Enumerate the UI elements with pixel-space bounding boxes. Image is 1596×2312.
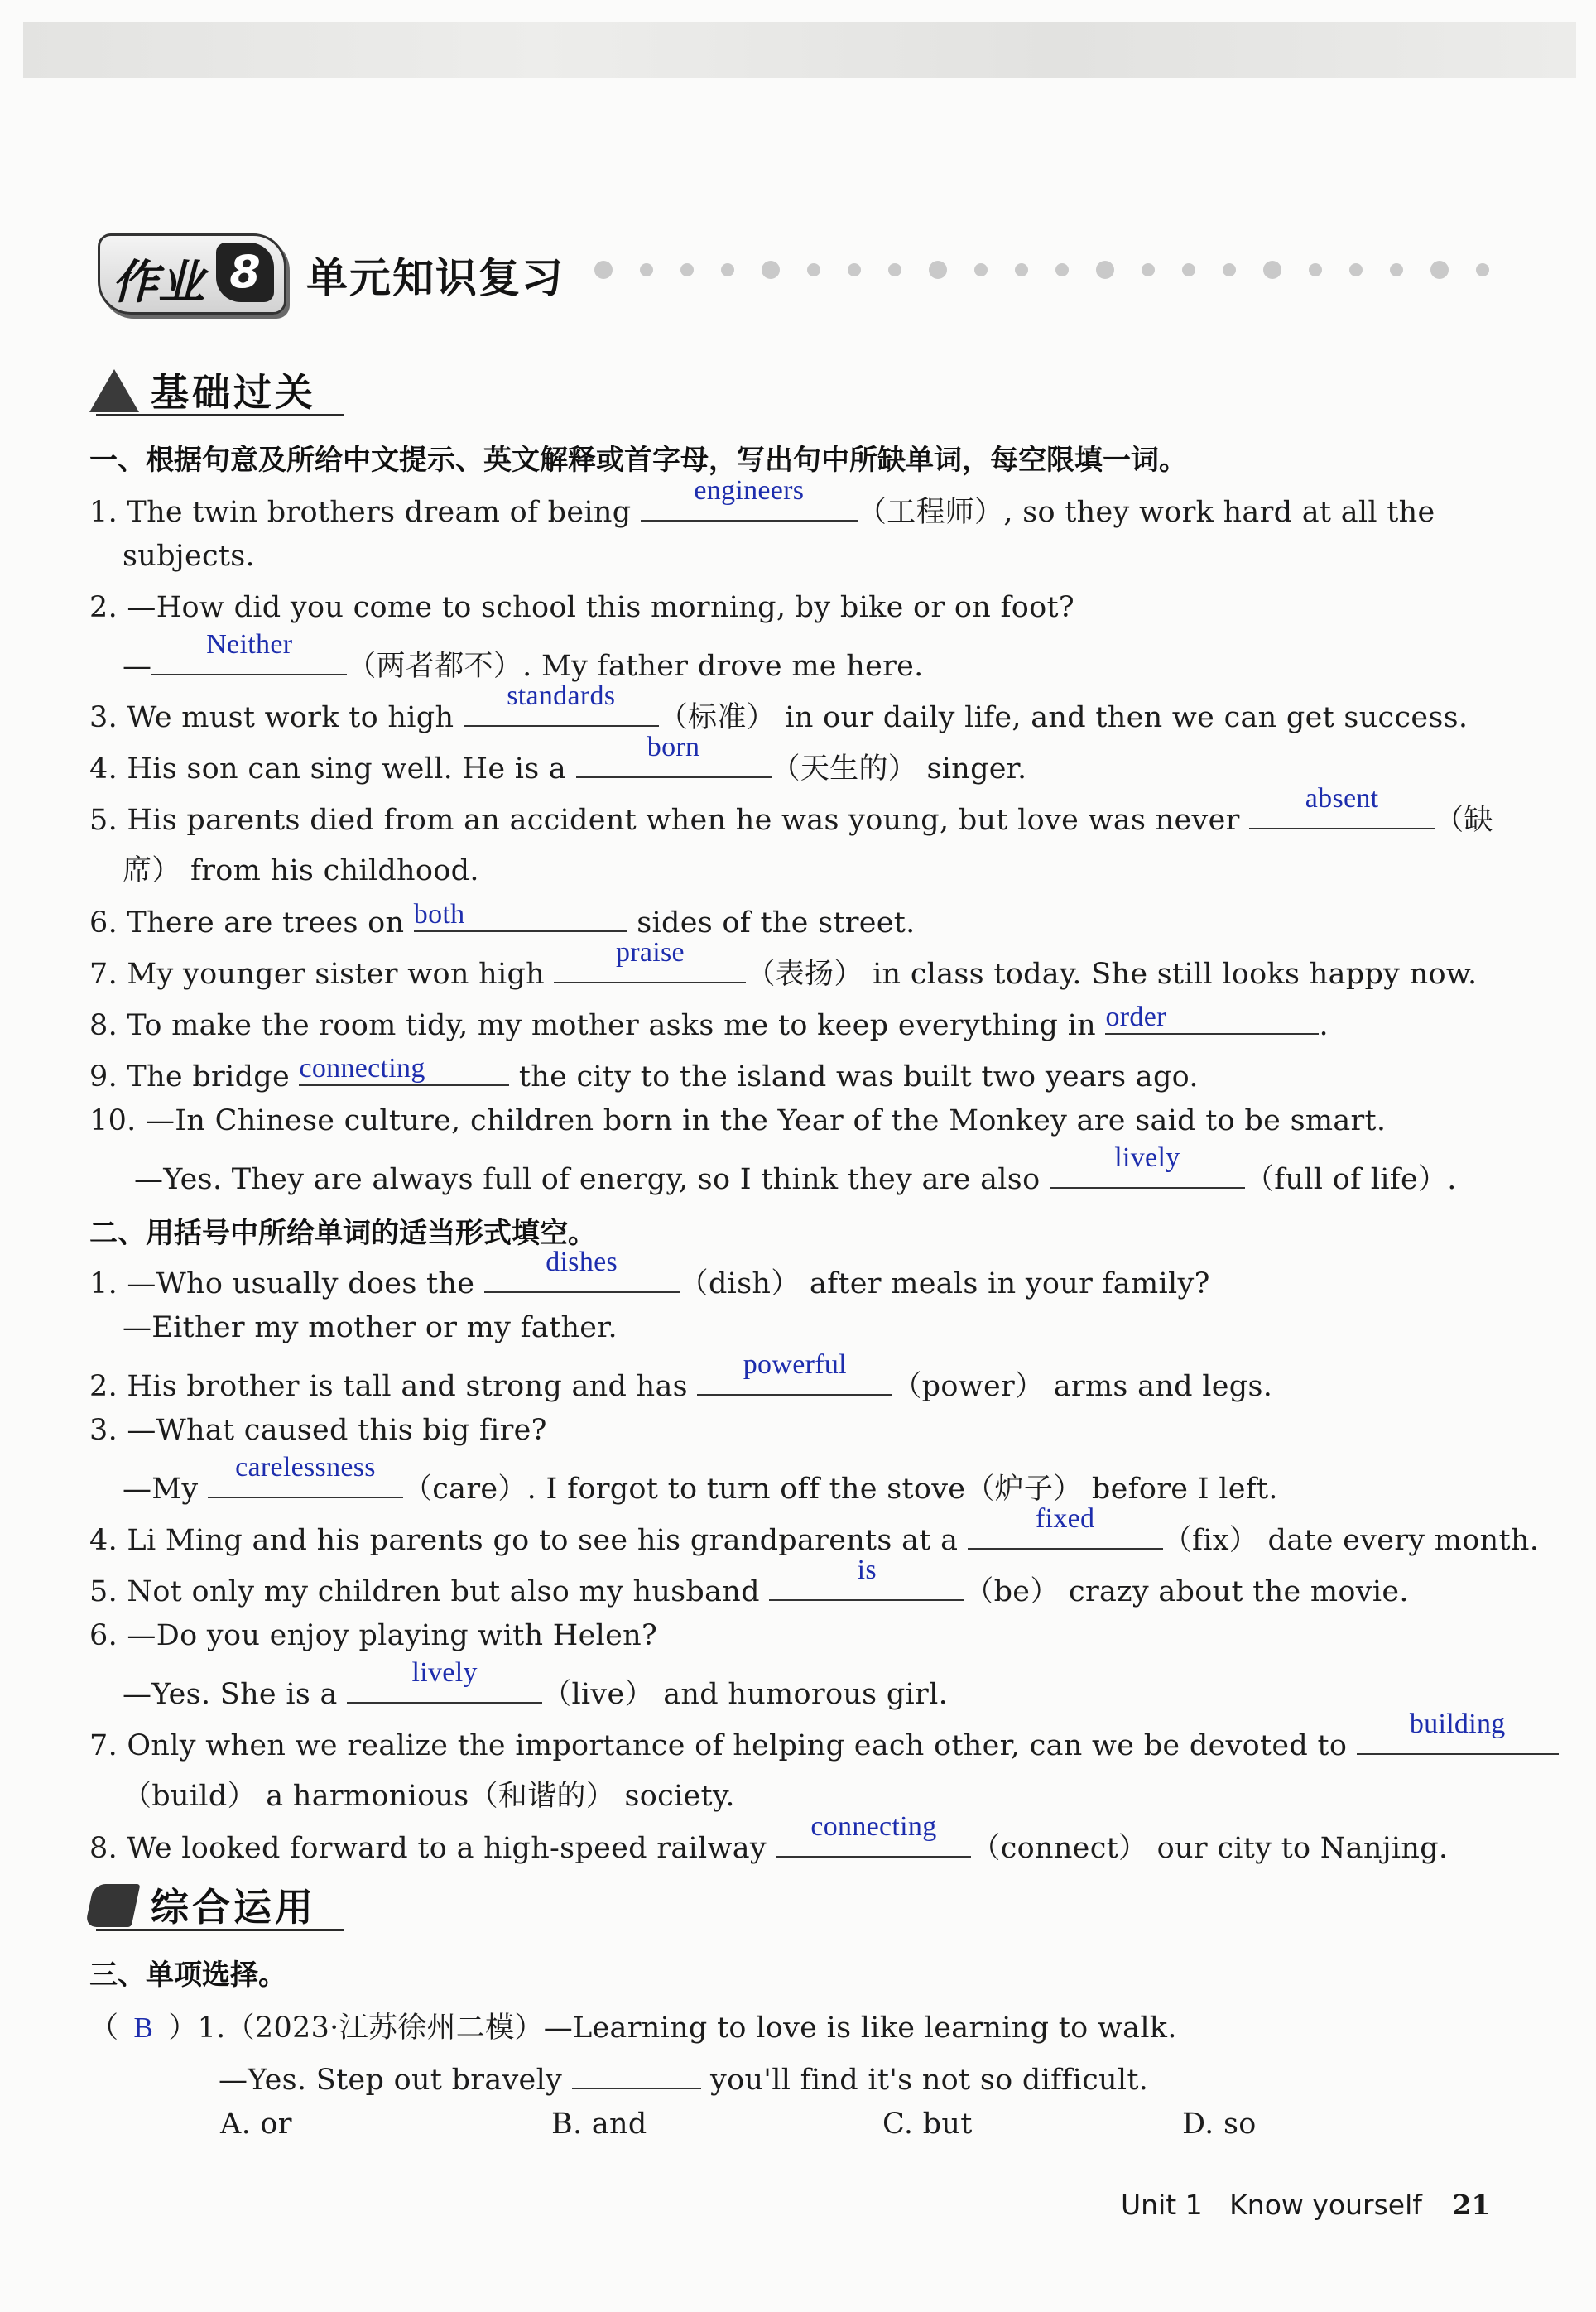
section-tab-icon xyxy=(84,1884,140,1927)
answer-blank[interactable]: absent xyxy=(1249,796,1435,829)
p1-q2: 2. —How did you come to school this morning, by bike or on foot? xyxy=(89,591,1074,624)
footer-topic: Know yourself xyxy=(1229,2189,1422,2221)
answer-blank[interactable]: engineers xyxy=(641,488,858,522)
part2-instruction: 二、用括号中所给单词的适当形式填空。 xyxy=(89,1217,596,1250)
option-a[interactable]: A. or xyxy=(220,2108,292,2141)
p2-q1-reply: —Either my mother or my father. xyxy=(123,1311,618,1344)
p3-q1-reply: —Yes. Step out bravely you'll find it's not so difficult. xyxy=(219,2056,1148,2097)
p1-q1-cont: subjects. xyxy=(123,540,255,573)
answer-blank[interactable]: lively xyxy=(347,1670,542,1704)
part3-instruction: 三、单项选择。 xyxy=(89,1959,286,1992)
mountain-icon xyxy=(89,369,139,412)
p1-q3: 3. We must work to high standards （标准） in our daily life, and then we can get success. xyxy=(89,680,1469,734)
answer-blank[interactable]: fixed xyxy=(968,1516,1163,1550)
page-title: 单元知识复习 xyxy=(306,254,565,302)
p2-q8: 8. We looked forward to a high-speed railway connecting （connect） our city to Nanjing. xyxy=(89,1811,1449,1865)
p2-q4: 4. Li Ming and his parents go to see his grandparents at a fixed （fix） date every month. xyxy=(89,1503,1540,1557)
page-number: 21 xyxy=(1452,2189,1491,2221)
p1-q2-reply: — Neither （两者都不）. My father drove me here. xyxy=(123,629,924,683)
p2-q7-cont: （build） a harmonious（和谐的） society. xyxy=(123,1780,735,1813)
section-comprehensive-label: 综合运用 xyxy=(151,1885,316,1930)
p2-q3-reply: —My carelessness （care）. I forgot to turn off the stove（炉子） before I left. xyxy=(123,1452,1278,1506)
answer-blank[interactable]: building xyxy=(1357,1722,1559,1755)
p1-q10-reply: —Yes. They are always full of energy, so I think they are also lively （full of life）. xyxy=(134,1142,1457,1196)
p2-q5: 5. Not only my children but also my husband is （be） crazy about the movie. xyxy=(89,1555,1409,1608)
p1-q8: 8. To make the room tidy, my mother asks me to keep everything in order . xyxy=(89,1002,1329,1042)
answer-blank[interactable]: connecting xyxy=(776,1824,971,1858)
p1-q10: 10. —In Chinese culture, children born in the Year of the Monkey are said to be smart. xyxy=(89,1104,1387,1137)
p1-q5-cont: 席） from his childhood. xyxy=(123,854,479,887)
footer-unit: Unit 1 xyxy=(1121,2189,1203,2221)
assignment-label: 作业 xyxy=(112,256,204,310)
answer-blank[interactable]: carelessness xyxy=(208,1465,403,1498)
page-footer xyxy=(1121,2189,1490,2221)
section-comprehensive xyxy=(89,1876,354,1934)
p2-q6: 6. —Do you enjoy playing with Helen? xyxy=(89,1619,658,1652)
assignment-header xyxy=(98,233,1571,313)
answer-blank[interactable]: connecting xyxy=(299,1053,509,1086)
p1-q1: 1. The twin brothers dream of being engineers （工程师）, so they work hard at all the xyxy=(89,475,1435,529)
choice-answer[interactable]: B xyxy=(133,2012,154,2044)
answer-blank[interactable]: order xyxy=(1105,1002,1319,1035)
answer-blank[interactable]: dishes xyxy=(484,1260,680,1293)
answer-blank[interactable]: both xyxy=(414,899,627,932)
option-c[interactable]: C. but xyxy=(882,2108,973,2141)
p1-q4: 4. His son can sing well. He is a born （天生的） singer. xyxy=(89,732,1027,786)
option-b[interactable]: B. and xyxy=(551,2108,647,2141)
answer-blank[interactable]: is xyxy=(769,1568,964,1601)
answer-blank[interactable] xyxy=(572,2056,701,2089)
answer-blank[interactable]: born xyxy=(576,745,772,778)
part1-instruction: 一、根据句意及所给中文提示、英文解释或首字母，写出句中所缺单词，每空限填一词。 xyxy=(89,444,1187,477)
answer-blank[interactable]: powerful xyxy=(697,1363,892,1396)
answer-blank[interactable]: praise xyxy=(554,950,746,983)
p2-q3: 3. —What caused this big fire? xyxy=(89,1414,547,1447)
decorative-dots xyxy=(594,263,1571,288)
p2-q7: 7. Only when we realize the importance of helping each other, can we be devoted to building xyxy=(89,1722,1559,1762)
section-basic xyxy=(89,361,354,419)
section-basic-label: 基础过关 xyxy=(151,370,316,415)
answer-blank[interactable]: standards xyxy=(464,694,659,727)
assignment-number: 8 xyxy=(216,243,274,302)
p2-q1: 1. —Who usually does the dishes （dish） after meals in your family? xyxy=(89,1247,1210,1300)
answer-blank[interactable]: Neither xyxy=(151,642,347,675)
p3-q1: （ B ）1.（2023·江苏徐州二模）—Learning to love is like learning to walk. xyxy=(89,2012,1177,2045)
answer-blank[interactable]: lively xyxy=(1050,1156,1245,1189)
top-band xyxy=(23,22,1576,78)
p1-q9: 9. The bridge connecting the city to the island was built two years ago. xyxy=(89,1053,1199,1094)
p1-q7: 7. My younger sister won high praise （表扬） in class today. She still looks happy now. xyxy=(89,937,1478,991)
p1-q6: 6. There are trees on both sides of the street. xyxy=(89,899,916,940)
p2-q6-reply: —Yes. She is a lively （live） and humorous girl. xyxy=(123,1657,949,1711)
p1-q5: 5. His parents died from an accident when he was young, but love was never absent （缺 xyxy=(89,783,1493,837)
option-d[interactable]: D. so xyxy=(1182,2108,1257,2141)
p2-q2: 2. His brother is tall and strong and has powerful （power） arms and legs. xyxy=(89,1349,1273,1403)
assignment-badge xyxy=(98,233,286,315)
